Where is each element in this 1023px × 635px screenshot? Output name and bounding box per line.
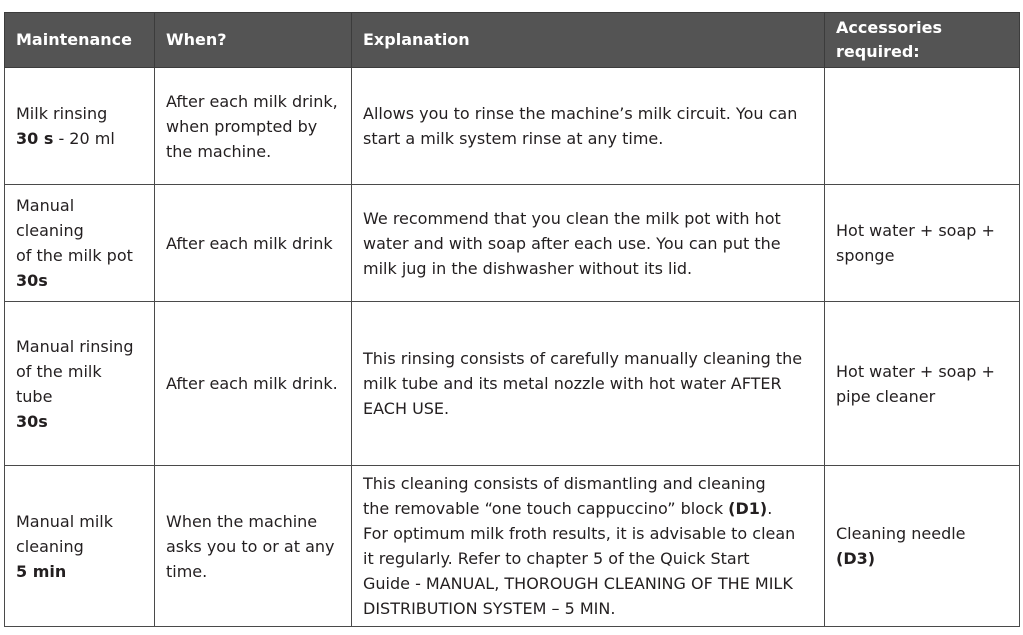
maintenance-cell — [5, 466, 155, 627]
explanation-line: Allows you to rinse the machine’s milk circuit. You can — [363, 104, 798, 123]
maintenance-name: Milk rinsing — [16, 104, 108, 123]
explanation-line: it regularly. Refer to chapter 5 of the Quick Start — [363, 549, 750, 568]
explanation-ref-d1: (D1) — [728, 499, 768, 518]
when-line: After each milk drink. — [166, 374, 338, 393]
accessories-cell — [825, 185, 1020, 302]
accessories-line: sponge — [836, 246, 895, 265]
accessories-line: Cleaning needle — [836, 524, 966, 543]
maintenance-table — [4, 12, 1020, 627]
explanation-line — [363, 496, 813, 521]
table-row — [5, 68, 1020, 185]
when-cell — [155, 302, 352, 466]
maintenance-duration — [16, 126, 143, 151]
header-explanation: Explanation — [352, 13, 825, 68]
explanation-text: the removable “one touch cappuccino” block — [363, 499, 729, 518]
explanation-text: . — [767, 499, 773, 518]
accessories-line: Hot water + soap + — [836, 221, 995, 240]
when-cell — [155, 466, 352, 627]
explanation-line: milk tube and its metal nozzle with hot water AFTER — [363, 374, 782, 393]
explanation-line: start a milk system rinse at any time. — [363, 129, 664, 148]
header-accessories-line1: Accessories — [836, 18, 942, 37]
duration-rest: - 20 ml — [53, 129, 115, 148]
explanation-line: This rinsing consists of carefully manually cleaning the — [363, 349, 803, 368]
maintenance-duration: 30s — [16, 411, 48, 431]
accessories-line: Hot water + soap + — [836, 361, 995, 381]
duration-bold: 30 s — [16, 129, 54, 148]
when-line: When the machine — [166, 511, 318, 531]
maintenance-cell — [5, 185, 155, 302]
explanation-cell — [352, 185, 825, 302]
table-header-row — [5, 13, 1020, 68]
accessories-cell — [825, 68, 1020, 185]
explanation-line: DISTRIBUTION SYSTEM – 5 MIN. — [363, 599, 616, 618]
header-accessories-line2: required: — [836, 42, 920, 61]
accessories-line: pipe cleaner — [836, 386, 936, 406]
maintenance-name: Manual milk — [16, 511, 113, 531]
when-line: After each milk drink, — [166, 91, 338, 111]
explanation-line: water and with soap after each use. You can put the — [363, 233, 781, 253]
accessories-cell — [825, 302, 1020, 466]
explanation-cell — [352, 466, 825, 627]
header-maintenance: Maintenance — [5, 13, 155, 68]
table-row — [5, 185, 1020, 302]
when-cell — [155, 185, 352, 302]
header-when: When? — [155, 13, 352, 68]
explanation-line: EACH USE. — [363, 399, 450, 418]
table-row — [5, 302, 1020, 466]
maintenance-duration: 5 min — [16, 561, 67, 581]
when-cell — [155, 68, 352, 185]
accessories-cell — [825, 466, 1020, 627]
when-line: After each milk drink — [166, 233, 333, 253]
explanation-line: This cleaning consists of dismantling and cleaning — [363, 474, 766, 493]
accessories-ref-d3: (D3) — [836, 549, 876, 568]
explanation-line: milk jug in the dishwasher without its lid. — [363, 258, 693, 278]
when-line: asks you to or at any — [166, 536, 335, 556]
header-accessories — [825, 13, 1020, 68]
maintenance-name: Manual rinsing — [16, 336, 134, 356]
explanation-cell — [352, 302, 825, 466]
maintenance-cell — [5, 302, 155, 466]
maintenance-name: of the milk pot — [16, 246, 133, 265]
maintenance-name: cleaning — [16, 536, 84, 556]
when-line: time. — [166, 561, 208, 581]
maintenance-cell — [5, 68, 155, 185]
when-line: when prompted by — [166, 116, 318, 136]
explanation-line: Guide - MANUAL, THOROUGH CLEANING OF THE MILK — [363, 574, 793, 593]
table-row — [5, 466, 1020, 627]
explanation-line: We recommend that you clean the milk pot with hot — [363, 208, 781, 228]
maintenance-duration: 30s — [16, 271, 48, 290]
explanation-cell — [352, 68, 825, 185]
maintenance-name: of the milk tube — [16, 361, 102, 406]
maintenance-name: Manual cleaning — [16, 196, 84, 240]
when-line: the machine. — [166, 141, 272, 161]
explanation-line: For optimum milk froth results, it is advisable to clean — [363, 524, 796, 543]
